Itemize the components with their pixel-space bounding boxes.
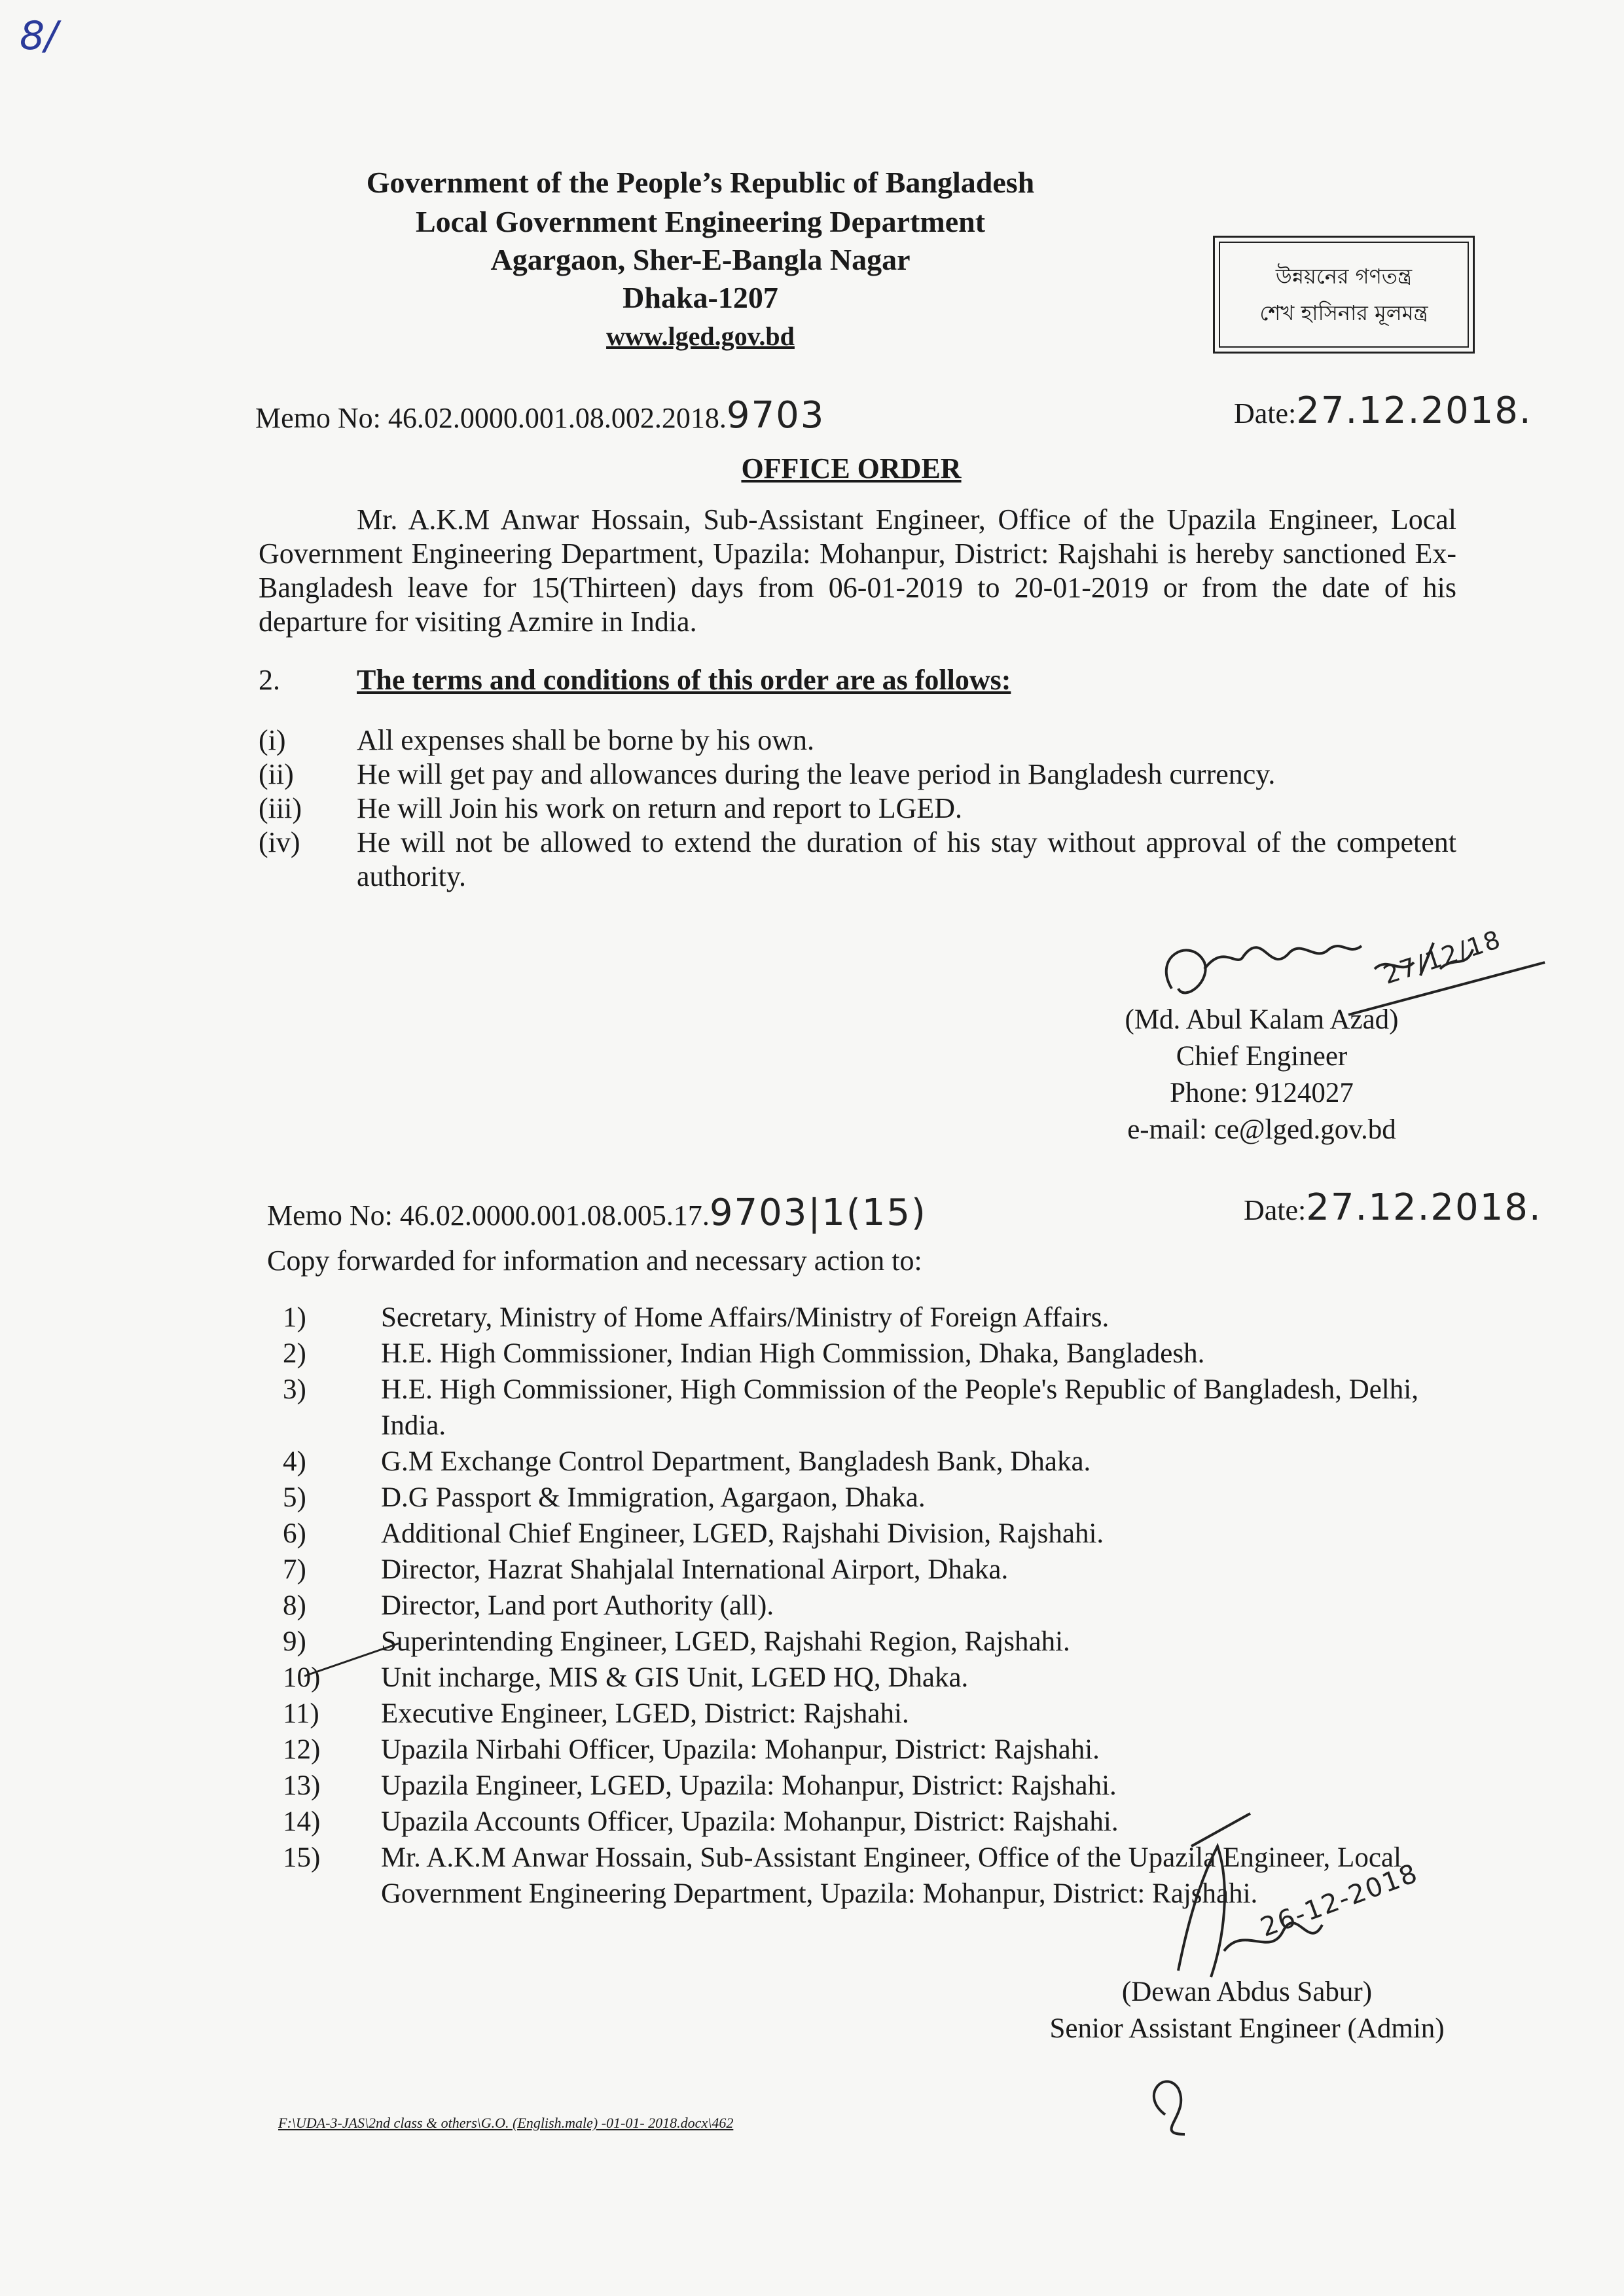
list-item (283, 1372, 1481, 1444)
list-item (283, 1696, 1481, 1732)
slogan-inner (1219, 242, 1469, 348)
list-item-text: Additional Chief Engineer, LGED, Rajshahi Division, Rajshahi. (381, 1518, 1104, 1549)
senior-assistant-engineer-name: (Dewan Abdus Sabur) (1121, 1977, 1373, 2007)
terms-list (259, 723, 1456, 894)
list-item-number: 6) (283, 1518, 306, 1549)
terms-heading-text: The terms and conditions of this order are as follows: (357, 664, 1011, 696)
list-item (283, 1444, 1481, 1480)
senior-assistant-engineer-designation: Senior Assistant Engineer (Admin) (1049, 2013, 1445, 2044)
list-item-number: 8) (283, 1590, 306, 1621)
list-item-text: G.M Exchange Control Department, Bangladesh Bank, Dhaka. (381, 1446, 1091, 1477)
letterhead-line-4: Dhaka-1207 (623, 281, 778, 314)
list-item-number: 3) (283, 1374, 306, 1405)
list-item-text: Director, Hazrat Shahjalal International Airport, Dhaka. (381, 1554, 1009, 1585)
list-item-text: Secretary, Ministry of Home Affairs/Ministry of Foreign Affairs. (381, 1302, 1110, 1333)
page-mark-text: 8/ (20, 13, 58, 59)
list-item-text: Upazila Accounts Officer, Upazila: Mohanpur, District: Rajshahi. (381, 1806, 1119, 1837)
memo-1-date-label: Date: (1234, 397, 1297, 429)
term-text: All expenses shall be borne by his own. (357, 724, 814, 756)
senior-assistant-engineer-block (1018, 1974, 1476, 2047)
list-item-number: 14) (283, 1806, 321, 1837)
term-item (259, 723, 1456, 757)
term-text: He will get pay and allowances during the leave period in Bangladesh currency. (357, 758, 1276, 790)
list-item-text: Upazila Nirbahi Officer, Upazila: Mohanpur, District: Rajshahi. (381, 1734, 1100, 1765)
chief-engineer-block (1110, 1002, 1414, 1148)
list-item-text: Superintending Engineer, LGED, Rajshahi Region, Rajshahi. (381, 1626, 1070, 1657)
order-paragraph-text: Mr. A.K.M Anwar Hossain, Sub-Assistant Engineer, Office of the Upazila Engineer, Local Government Engineering Department, Upazila: Mohanpur, District: Rajshahi is hereby sanctioned Ex-Bangladesh leave for 15(Thirteen) days from 06-01-2019 to 20-01-2019 or from the date of his departure for visiting Azmire in India. (259, 503, 1456, 638)
list-item (283, 1552, 1481, 1588)
list-item-text: Executive Engineer, LGED, District: Rajshahi. (381, 1698, 909, 1729)
terms-heading-number: 2. (259, 664, 280, 696)
list-item-number: 7) (283, 1554, 306, 1585)
term-item (259, 826, 1456, 894)
memo-1-label: Memo No: 46.02.0000.001.08.002.2018. (255, 402, 727, 434)
list-item (283, 1732, 1481, 1768)
list-item-number: 13) (283, 1770, 321, 1801)
list-item (283, 1768, 1481, 1804)
list-item-number: 11) (283, 1698, 319, 1729)
list-item-number: 15) (283, 1842, 321, 1873)
order-title (0, 452, 1624, 485)
memo-1-handwritten-date: 27.12.2018. (1296, 390, 1532, 432)
memo-2-date-label: Date: (1244, 1194, 1307, 1226)
letterhead-line-1: Government of the People’s Republic of Bangladesh (366, 166, 1035, 199)
copy-forwarded-heading: Copy forwarded for information and necessary action to: (267, 1245, 922, 1277)
list-item-number: 12) (283, 1734, 321, 1765)
chief-engineer-name: (Md. Abul Kalam Azad) (1125, 1004, 1399, 1035)
chief-engineer-signature-date: 27/12/18 (1379, 924, 1505, 990)
term-item (259, 757, 1456, 792)
memo-date-1 (1234, 390, 1532, 432)
slogan-line-1: উন্নয়নের গণতন্ত্র (1275, 264, 1413, 289)
chief-engineer-designation: Chief Engineer (1176, 1041, 1348, 1072)
term-number: (ii) (259, 758, 294, 790)
slogan-box (1213, 236, 1475, 354)
term-text: He will not be allowed to extend the duration of his stay without approval of the competent authority. (357, 826, 1456, 892)
list-item-text: D.G Passport & Immigration, Agargaon, Dhaka. (381, 1482, 926, 1513)
memo-2-handwritten-date: 27.12.2018. (1306, 1186, 1542, 1229)
terms-heading (259, 663, 1437, 697)
memo-number-1 (255, 394, 825, 437)
list-item-text: Upazila Engineer, LGED, Upazila: Mohanpur, District: Rajshahi. (381, 1770, 1117, 1801)
chief-engineer-email[interactable]: e-mail: ce@lged.gov.bd (1127, 1114, 1396, 1145)
tick-mark (301, 1637, 406, 1683)
list-item (283, 1480, 1481, 1516)
memo-date-2 (1244, 1186, 1542, 1229)
term-number: (iii) (259, 792, 302, 824)
chief-engineer-phone: Phone: 9124027 (1170, 1078, 1354, 1108)
memo-2-handwritten-number: 9703|1(15) (709, 1192, 927, 1234)
letterhead-line-3: Agargaon, Sher-E-Bangla Nagar (490, 243, 911, 276)
list-item (283, 1336, 1481, 1372)
list-item-number: 2) (283, 1338, 306, 1369)
list-item-text: H.E. High Commissioner, High Commission of the People's Republic of Bangladesh, Delhi, India. (381, 1374, 1418, 1441)
order-paragraph (259, 503, 1456, 639)
term-text: He will Join his work on return and report to LGED. (357, 792, 963, 824)
list-item-number: 4) (283, 1446, 306, 1477)
list-item-number: 5) (283, 1482, 306, 1513)
website-link[interactable]: www.lged.gov.bd (606, 321, 795, 351)
memo-2-label: Memo No: 46.02.0000.001.08.005.17. (267, 1199, 710, 1231)
list-item (283, 1300, 1481, 1336)
term-item (259, 792, 1456, 826)
list-item (283, 1624, 1481, 1660)
slogan-line-2: শেখ হাসিনার মূলমন্ত্র (1259, 301, 1428, 325)
term-number: (iv) (259, 826, 300, 858)
list-item-number: 10) (283, 1662, 321, 1693)
footer-file-path: F:\UDA-3-JAS\2nd class & others\G.O. (English.male) -01-01- 2018.docx\462 (278, 2115, 734, 2131)
list-item-text: Unit incharge, MIS & GIS Unit, LGED HQ, Dhaka. (381, 1662, 969, 1693)
list-item-number: 9) (283, 1626, 306, 1657)
list-item-text: H.E. High Commissioner, Indian High Commission, Dhaka, Bangladesh. (381, 1338, 1205, 1369)
list-item-text: Director, Land port Authority (all). (381, 1590, 774, 1621)
list-item (283, 1588, 1481, 1624)
list-item (283, 1516, 1481, 1552)
memo-1-handwritten-number: 9703 (726, 394, 825, 437)
term-number: (i) (259, 724, 286, 756)
senior-assistant-engineer-signature-date: 26-12-2018 (1256, 1858, 1422, 1943)
memo-number-2 (267, 1192, 927, 1234)
order-title-text: OFFICE ORDER (741, 452, 962, 484)
list-item-text: Mr. A.K.M Anwar Hossain, Sub-Assistant Engineer, Office of the Upazila Engineer, Local Government Engineering Department, Upazila: Mohanpur, District: Rajshahi. (381, 1842, 1401, 1909)
list-item-number: 1) (283, 1302, 306, 1333)
letterhead-line-2: Local Government Engineering Department (415, 205, 986, 238)
list-item (283, 1660, 1481, 1696)
